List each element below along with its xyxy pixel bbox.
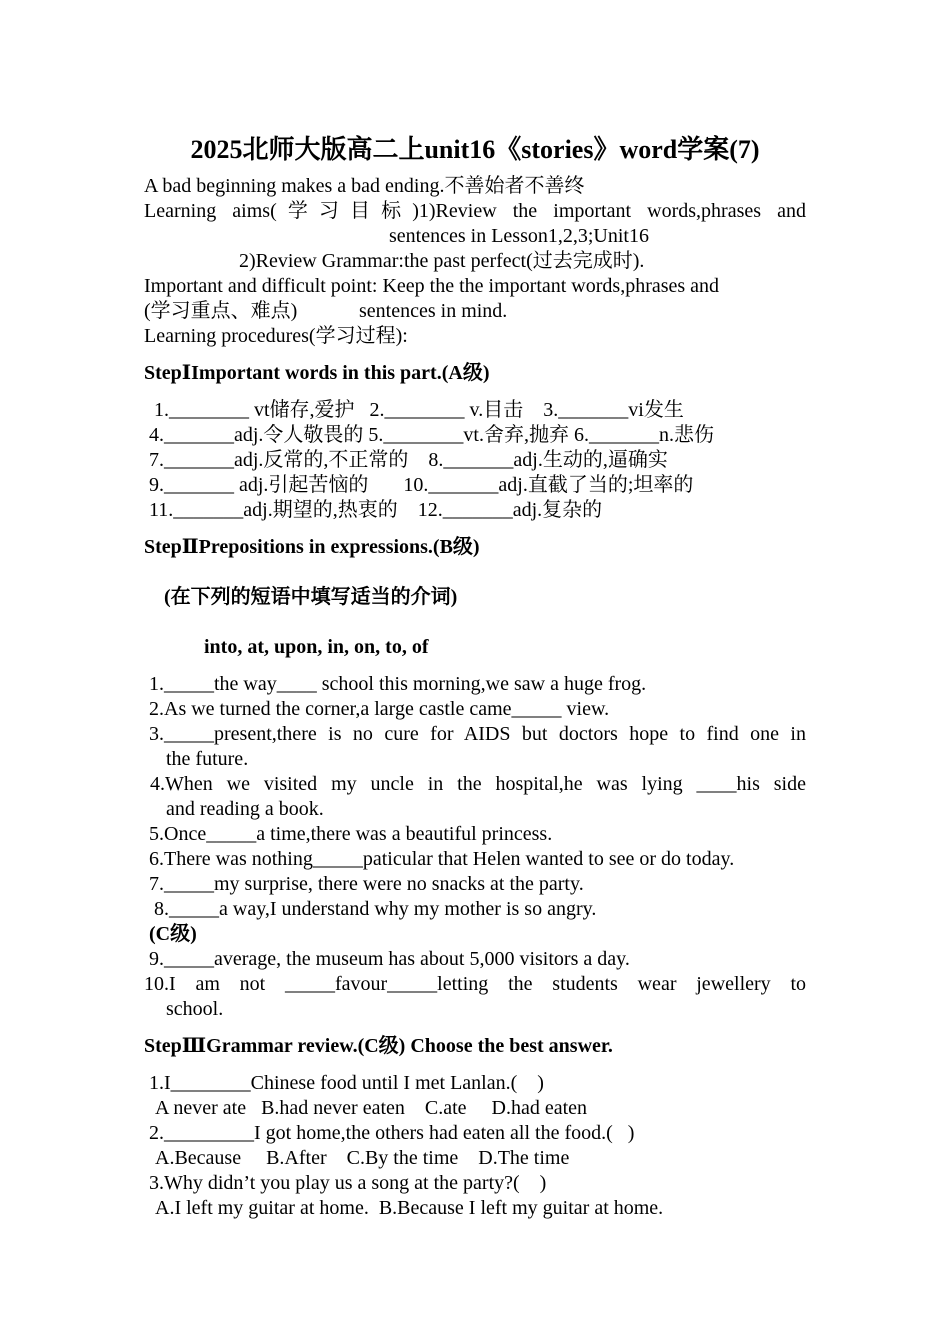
grammar-question: 3.Why didn’t you play us a song at the party?( ) <box>149 1172 547 1194</box>
step1-heading: StepⅠImportant words in this part.(A级) <box>144 362 490 384</box>
learning-procedures: Learning procedures(学习过程): <box>144 325 408 347</box>
exercise-item: 8._____a way,I understand why my mother is so angry. <box>154 898 597 920</box>
difficult-point-label: (学习重点、难点) <box>144 300 298 322</box>
learning-aims-line2: sentences in Lesson1,2,3;Unit16 <box>389 225 649 247</box>
c-level-label: (C级) <box>149 923 197 945</box>
exercise-item-continuation: school. <box>166 998 224 1020</box>
exercise-item-continuation: and reading a book. <box>166 798 324 820</box>
difficult-point-line2: sentences in mind. <box>359 300 508 322</box>
exercise-item-continuation: the future. <box>166 748 249 770</box>
vocab-line: 1.________ vt储存,爱护 2.________ v.目击 3._______vi发生 <box>154 399 684 421</box>
exercise-item: 4.When we visited my uncle in the hospital,he was lying ____his side <box>150 773 806 795</box>
grammar-question: 1.I________Chinese food until I met Lanlan.( ) <box>149 1072 544 1094</box>
exercise-item: 5.Once_____a time,there was a beautiful princess. <box>149 823 553 845</box>
grammar-options: A never ate B.had never eaten C.ate D.had eaten <box>155 1097 588 1119</box>
learning-aims-line3: 2)Review Grammar:the past perfect(过去完成时). <box>239 250 645 272</box>
vocab-line: 4._______adj.令人敬畏的 5.________vt.舍弃,抛弃 6._______n.悲伤 <box>149 424 714 446</box>
exercise-item: 9._____average, the museum has about 5,000 visitors a day. <box>149 948 630 970</box>
exercise-item: 1._____the way____ school this morning,we saw a huge frog. <box>149 673 647 695</box>
proverb: A bad beginning makes a bad ending.不善始者不善终 <box>144 175 585 197</box>
exercise-item: 6.There was nothing_____paticular that Helen wanted to see or do today. <box>149 848 735 870</box>
exercise-item: 7._____my surprise, there were no snacks at the party. <box>149 873 584 895</box>
step3-heading: StepⅢGrammar review.(C级) Choose the best answer. <box>144 1035 613 1057</box>
learning-aims-line1: Learning aims(学习目标)1)Review the important words,phrases and <box>144 200 806 222</box>
vocab-line: 11._______adj.期望的,热衷的 12._______adj.复杂的 <box>149 499 603 521</box>
document-title: 2025北师大版高二上unit16《stories》word学案(7) <box>190 135 760 164</box>
vocab-line: 9._______ adj.引起苦恼的 10._______adj.直截了当的;坦率的 <box>149 474 694 496</box>
exercise-item: 2.As we turned the corner,a large castle came_____ view. <box>149 698 610 720</box>
step2-heading: StepⅡPrepositions in expressions.(B级) <box>144 536 480 558</box>
grammar-question: 2._________I got home,the others had eaten all the food.( ) <box>149 1122 635 1144</box>
grammar-options: A.I left my guitar at home. B.Because I left my guitar at home. <box>155 1197 664 1219</box>
word-bank: into, at, upon, in, on, to, of <box>204 636 429 658</box>
difficult-point-line1: Important and difficult point: Keep the the important words,phrases and <box>144 275 720 297</box>
grammar-options: A.Because B.After C.By the time D.The time <box>155 1147 570 1169</box>
exercise-item: 10.I am not _____favour_____letting the students wear jewellery to <box>144 973 806 995</box>
step2-instruction: (在下列的短语中填写适当的介词) <box>164 586 458 608</box>
exercise-item: 3._____present,there is no cure for AIDS but doctors hope to find one in <box>149 723 806 745</box>
vocab-line: 7._______adj.反常的,不正常的 8._______adj.生动的,逼确实 <box>149 449 668 471</box>
